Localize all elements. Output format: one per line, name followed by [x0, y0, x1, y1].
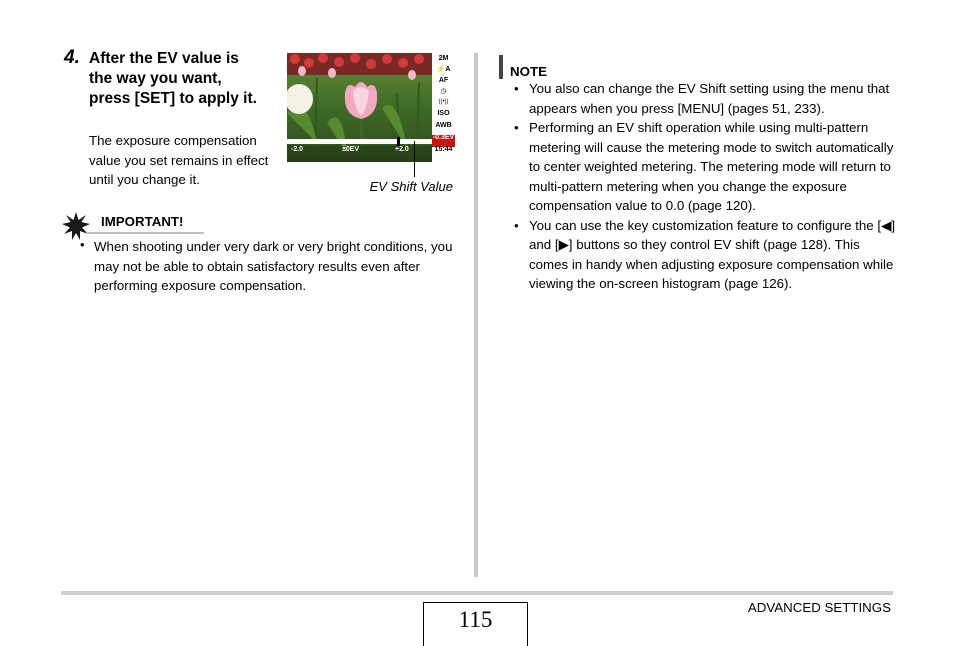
important-underline	[86, 232, 204, 234]
tulip-photo	[287, 53, 455, 162]
section-title: ADVANCED SETTINGS	[747, 600, 891, 615]
note-marker	[499, 55, 503, 79]
bullet-icon: •	[80, 237, 85, 252]
important-label: IMPORTANT!	[101, 214, 184, 229]
iso-icon: ISO	[437, 110, 450, 117]
note-label: NOTE	[510, 64, 547, 79]
ev-scale-min: -2.0	[291, 146, 304, 153]
image-size-icon: 2M	[438, 55, 449, 62]
image-caption: EV Shift Value	[369, 179, 453, 194]
step-title: After the EV value is the way you want, press [SET] to apply it.	[89, 50, 257, 107]
ev-scale-max: +2.0	[395, 146, 409, 153]
note-item: • You also can change the EV Shift setting using the menu that appears when you press [MENU] (pages 51, 233).	[513, 79, 898, 118]
note-item: • Performing an EV shift operation while using multi-pattern metering will cause the metering mode to switch automatically to center weighted metering. The metering mode will return to multi-pattern metering when you change the exposure compensation value to 0.0 (page 120).	[513, 118, 898, 216]
note-item: • You can use the key customization feature to configure the [◀] and [▶] buttons so they control EV shift (page 128). This comes in handy when adjusting exposure compensation while viewing the on-screen histogram (page 126).	[513, 216, 898, 294]
anti-shake-icon: ((•))	[438, 99, 449, 105]
important-text: When shooting under very dark or very bright conditions, you may not be able to obtain satisfactory results even after performing exposure compensation.	[94, 239, 453, 293]
important-burst-icon	[62, 212, 90, 240]
camera-screen-image	[287, 53, 455, 162]
focus-icon: AF	[438, 77, 449, 84]
footer-rule	[61, 591, 893, 595]
self-timer-icon: ◷	[440, 88, 447, 95]
camera-icon-panel	[432, 53, 455, 156]
page-number: 115	[458, 607, 493, 632]
step-number: 4.	[64, 47, 80, 68]
ev-scale-mid: ±0EV	[342, 146, 360, 153]
step-description: The exposure compensation value you set remains in effect until you change it.	[89, 133, 269, 187]
note-list	[513, 79, 898, 294]
white-balance-icon: AWB	[435, 122, 452, 129]
flash-icon: ⚡A	[436, 66, 451, 73]
ev-value-icon: -0.3EV	[432, 134, 455, 141]
clock-icon: 15:44	[434, 146, 453, 153]
caption-leader-line	[414, 141, 415, 177]
column-divider	[474, 53, 478, 577]
